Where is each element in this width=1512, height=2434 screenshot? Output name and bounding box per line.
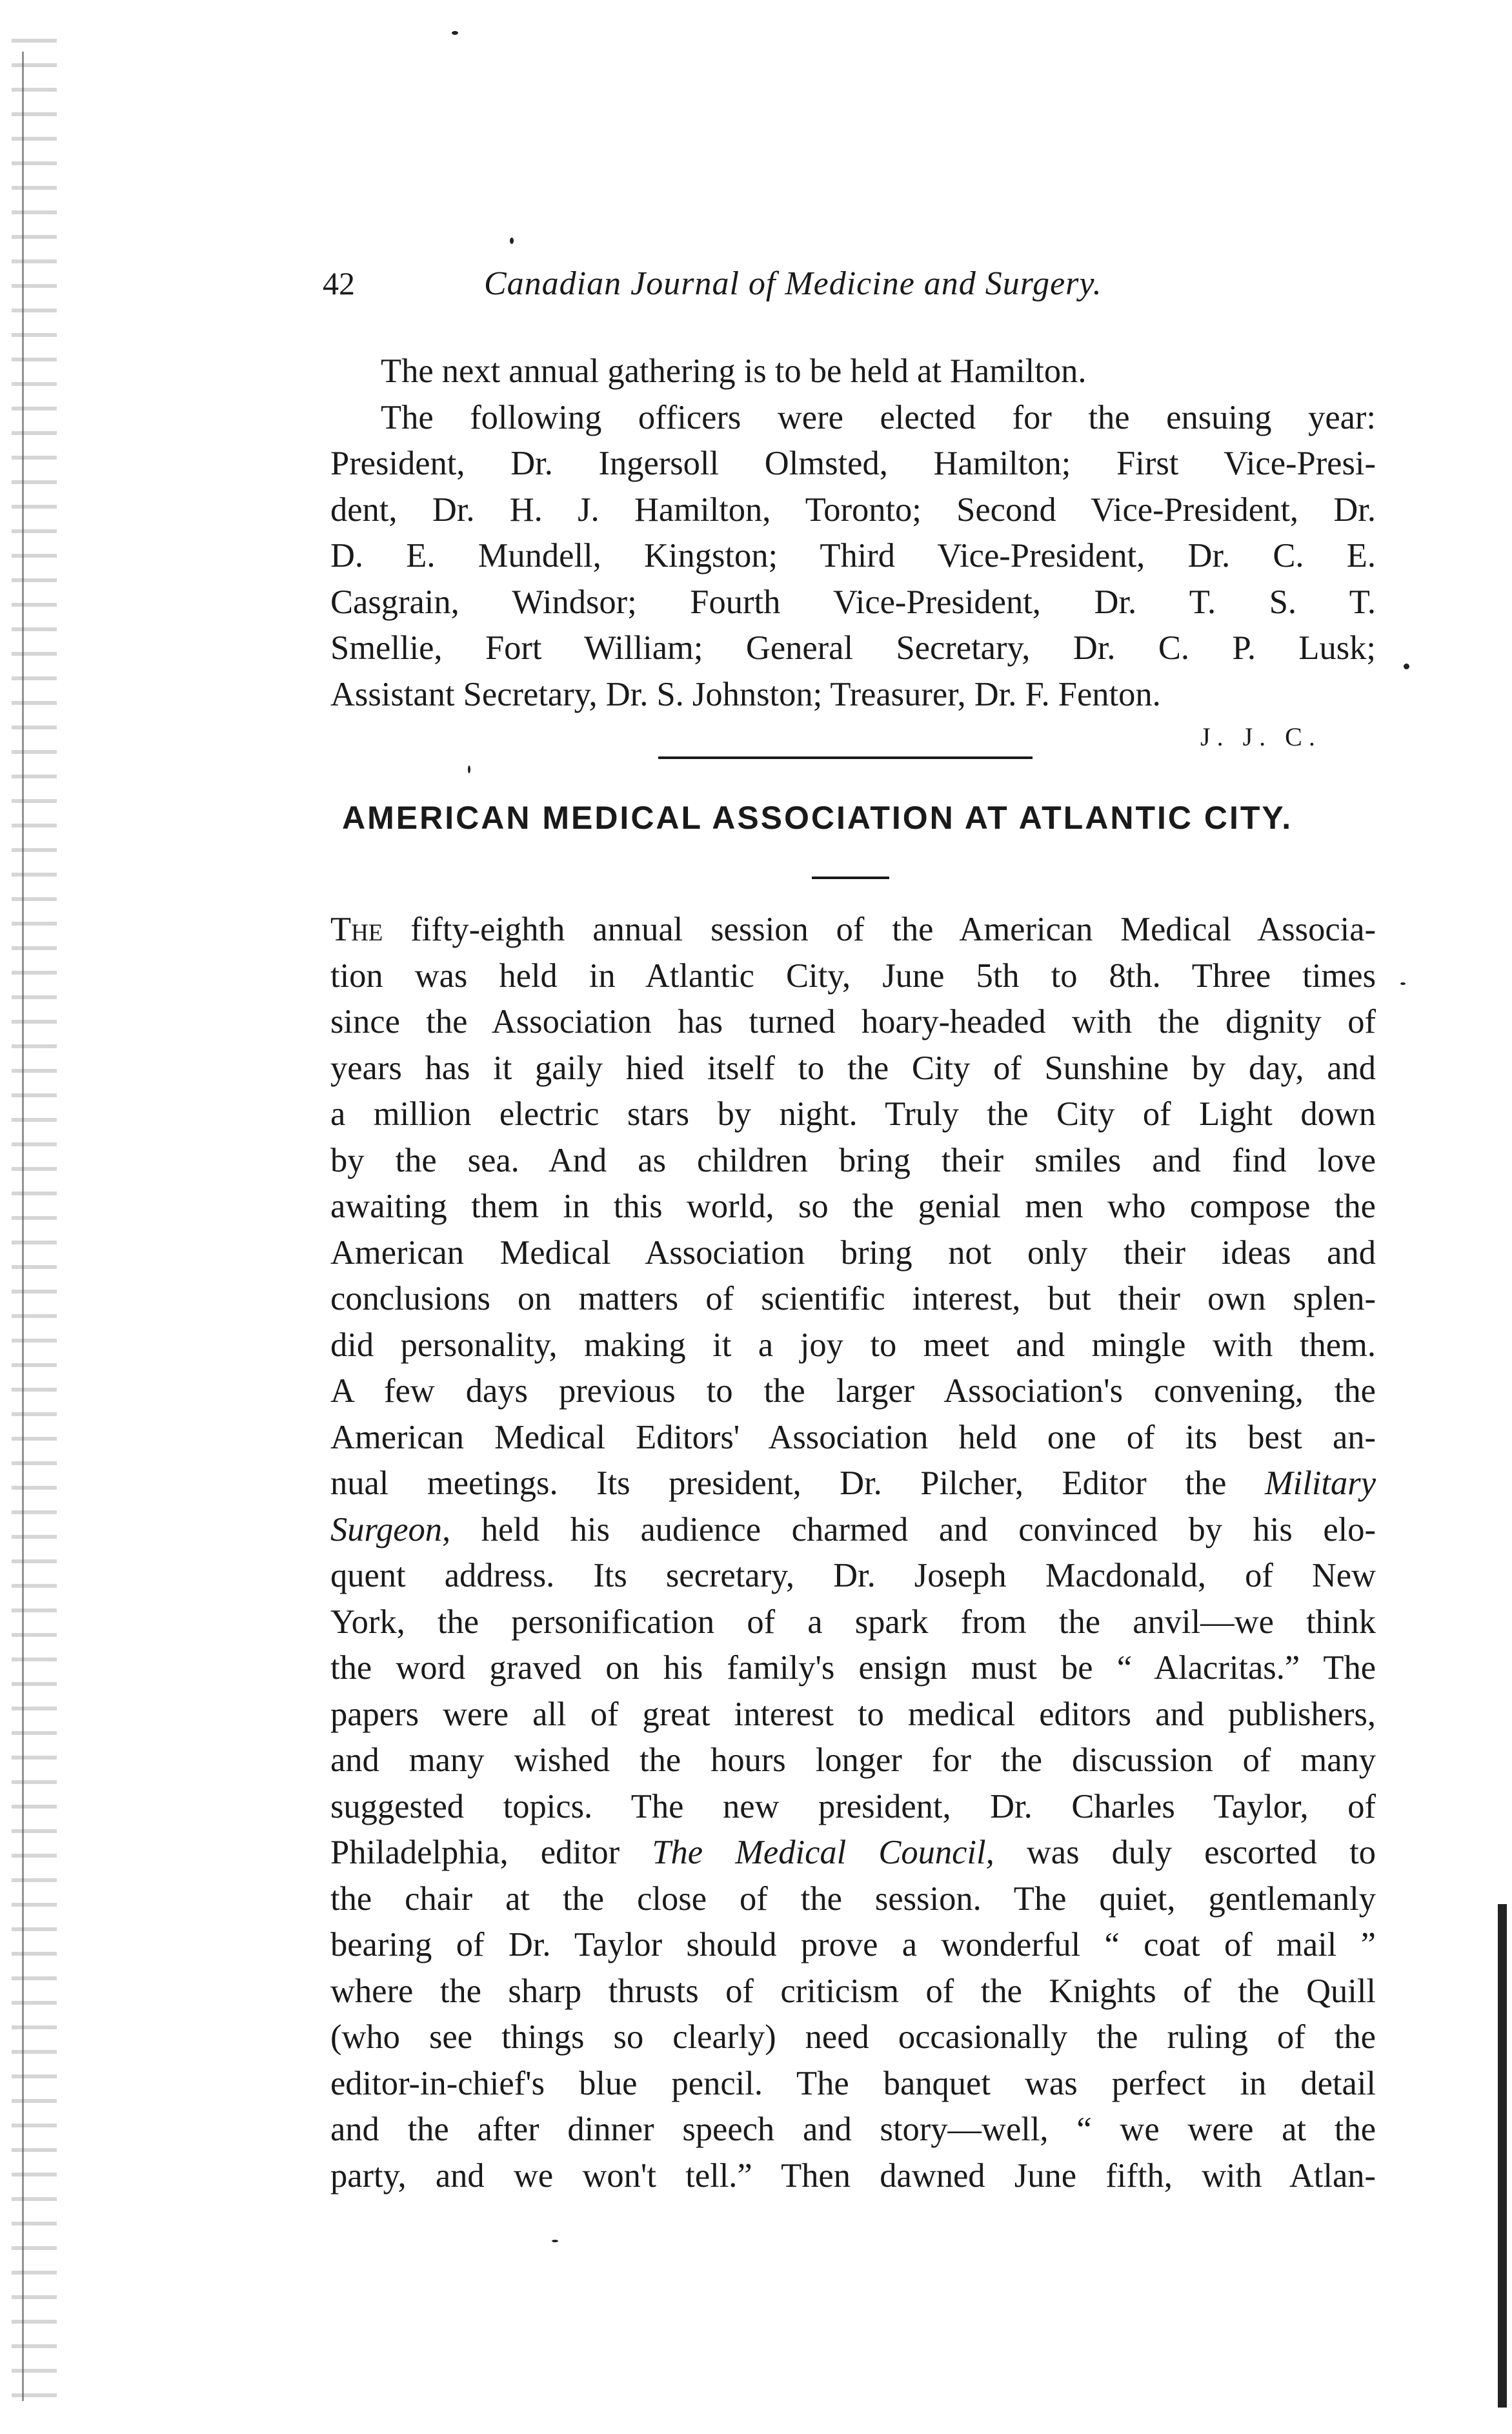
text-line: dent, Dr. H. J. Hamilton, Toronto; Second Vice-President, Dr. (330, 491, 1376, 529)
ink-speck (1404, 664, 1409, 669)
text-line: bearing of Dr. Taylor should prove a wonderful “ coat of mail ” (330, 1926, 1376, 1963)
text-line: the word graved on his family's ensign must be “ Alacritas.” The (330, 1649, 1376, 1687)
text-fragment: Philadelphia, editor (330, 1834, 652, 1871)
text-line: The following officers were elected for the ensuing year: (381, 398, 1376, 436)
text-line: Smellie, Fort William; General Secretary, Dr. C. P. Lusk; (330, 629, 1376, 667)
text-line: the chair at the close of the session. The quiet, gentlemanly (330, 1880, 1376, 1918)
article-body (330, 907, 1376, 2199)
text-line: since the Association has turned hoary-headed with the dignity of (330, 1003, 1376, 1040)
text-line: (who see things so clearly) need occasionally the ruling of the (330, 2018, 1376, 2056)
ink-speck (1400, 982, 1406, 985)
text-fragment: fifty-eighth annual session of the American Medical Associa- (383, 911, 1376, 948)
text-line: American Medical Association bring not only their ideas and (330, 1233, 1376, 1272)
text-line: papers were all of great interest to medical editors and publishers, (330, 1695, 1376, 1733)
drop-word: The (330, 911, 383, 948)
author-initials: J. J. C. (1200, 722, 1322, 751)
ink-speck (452, 31, 458, 35)
binding-gutter-noise (12, 39, 57, 2414)
section-heading: AMERICAN MEDICAL ASSOCIATION AT ATLANTIC CITY. (342, 800, 1293, 836)
italic-text: Surgeon, (330, 1510, 451, 1548)
text-line: American Medical Editors' Association held one of its best an- (330, 1418, 1376, 1456)
text-line: conclusions on matters of scientific interest, but their own splen- (330, 1280, 1376, 1317)
text-line (330, 1461, 1376, 1507)
text-line: D. E. Mundell, Kingston; Third Vice-President, Dr. C. E. (330, 537, 1376, 574)
running-header (323, 265, 1291, 323)
journal-title: Canadian Journal of Medicine and Surgery. (484, 265, 1102, 302)
text-fragment: was duly escorted to (994, 1834, 1376, 1871)
text-line: quent address. Its secretary, Dr. Joseph Macdonald, of New (330, 1557, 1376, 1594)
text-line: editor-in-chief's blue pencil. The banquet was perfect in detail (330, 2064, 1376, 2102)
text-line: York, the personification of a spark from the anvil—we think (330, 1603, 1376, 1641)
ink-speck (510, 238, 514, 244)
text-line: and the after dinner speech and story—well, “ we were at the (330, 2111, 1376, 2148)
text-line: President, Dr. Ingersoll Olmsted, Hamilton; First Vice-Presi- (330, 445, 1376, 482)
text-line: Assistant Secretary, Dr. S. Johnston; Treasurer, Dr. F. Fenton. (330, 675, 1161, 713)
text-line (330, 907, 1376, 953)
text-line: suggested topics. The new president, Dr. Charles Taylor, of (330, 1787, 1376, 1825)
text-line: years has it gaily hied itself to the City of Sunshine by day, and (330, 1049, 1376, 1087)
text-line: Casgrain, Windsor; Fourth Vice-President, Dr. T. S. T. (330, 583, 1376, 621)
text-line: by the sea. And as children bring their smiles and find love (330, 1141, 1376, 1179)
heading-underline (812, 877, 889, 879)
italic-text: The Medical Council, (652, 1834, 994, 1871)
text-line: awaiting them in this world, so the genial men who compose the (330, 1188, 1376, 1225)
text-line: did personality, making it a joy to meet and mingle with them. (330, 1326, 1376, 1364)
right-edge-shadow (1498, 1904, 1507, 2408)
text-fragment: held his audience charmed and convinced by his elo- (450, 1510, 1376, 1548)
text-line: party, and we won't tell.” Then dawned June fifth, with Atlan- (330, 2156, 1376, 2195)
text-fragment: nual meetings. Its president, Dr. Pilcher, Editor the (330, 1465, 1265, 1502)
text-line: a million electric stars by night. Truly the City of Light down (330, 1095, 1376, 1133)
ink-speck (468, 766, 470, 773)
section-divider (658, 756, 1033, 759)
italic-text: Military (1264, 1465, 1376, 1502)
text-line: where the sharp thrusts of criticism of the Knights of the Quill (330, 1972, 1376, 2010)
page-number: 42 (323, 265, 355, 301)
text-line (330, 1507, 1376, 1554)
text-line: The next annual gathering is to be held at Hamilton. (381, 352, 1087, 390)
text-line (330, 1830, 1376, 1876)
text-line: A few days previous to the larger Association's convening, the (330, 1372, 1376, 1410)
ink-speck (552, 2240, 558, 2242)
text-line: and many wished the hours longer for the discussion of many (330, 1741, 1376, 1779)
closing-paragraphs (330, 349, 1376, 718)
binding-edge-line (22, 52, 24, 2401)
text-line: tion was held in Atlantic City, June 5th to 8th. Three times (330, 957, 1376, 995)
